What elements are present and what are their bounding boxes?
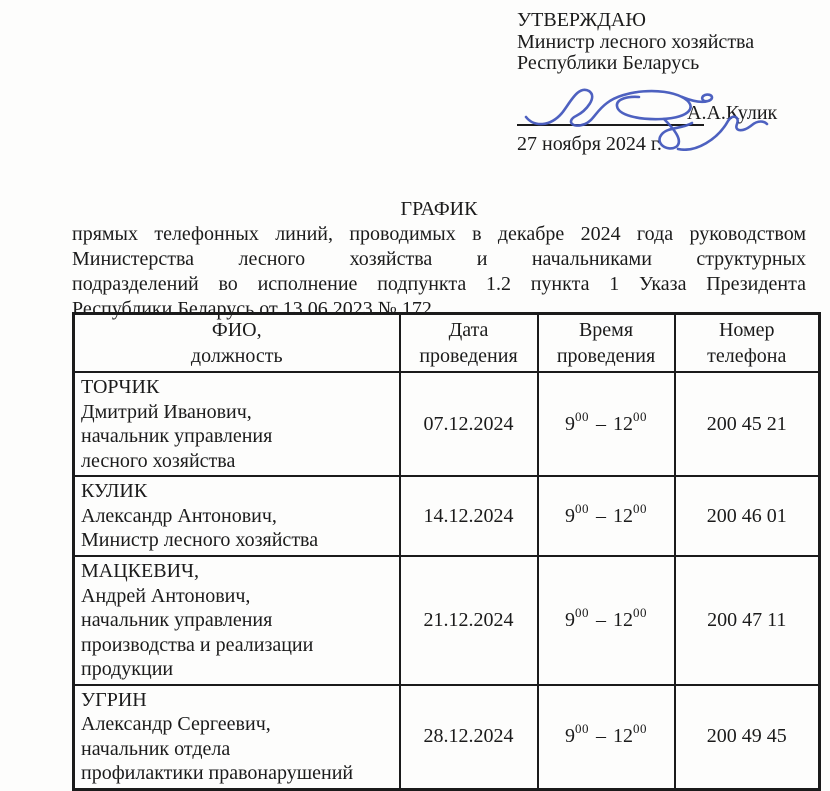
person-cell: УГРИН Александр Сергеевич, начальник отдела профилактики правонарушений xyxy=(74,685,400,790)
table-row xyxy=(74,685,820,790)
header-phone: Номер телефона xyxy=(675,314,820,373)
document-title: ГРАФИК xyxy=(400,198,478,220)
table-row xyxy=(74,556,820,685)
signature-row xyxy=(517,91,817,131)
title-line: Республики Беларусь от 13.06.2023 № 172. xyxy=(72,298,437,320)
time-cell: $9^{00} - 12^{00}$ xyxy=(538,476,675,556)
signer-name: А.А.Кулик xyxy=(687,101,778,124)
table-row xyxy=(74,372,820,476)
phone-cell: 200 49 45 xyxy=(675,685,820,790)
person-cell: МАЦКЕВИЧ, Андрей Антонович, начальник управления производства и реализации продукции xyxy=(74,556,400,685)
approval-date: 27 ноября 2024 г. xyxy=(517,132,662,155)
person-cell: ТОРЧИК Дмитрий Иванович, начальник управления лесного хозяйства xyxy=(74,372,400,476)
approval-position-line1: Министр лесного хозяйства xyxy=(517,30,755,53)
title-line: Министерства лесного хозяйства и начальниками структурных xyxy=(72,248,806,270)
title-line: прямых телефонных линий, проводимых в декабре 2024 года руководством xyxy=(72,223,806,245)
date-cell: 21.12.2024 xyxy=(400,556,538,685)
approval-position-line2: Республики Беларусь xyxy=(517,52,700,74)
header-time: Время проведения xyxy=(538,314,675,373)
date-cell: 07.12.2024 xyxy=(400,372,538,476)
title-line: подразделений во исполнение подпункта 1.2 пункта 1 Указа Президента xyxy=(72,273,806,295)
phone-cell: 200 46 01 xyxy=(675,476,820,556)
approval-stamp: УТВЕРЖДАЮ xyxy=(517,9,646,31)
time-cell: $9^{00} - 12^{00}$ xyxy=(538,685,675,790)
time-cell: $9^{00} - 12^{00}$ xyxy=(538,372,675,476)
header-person: ФИО, должность xyxy=(74,314,400,373)
time-cell: $9^{00} - 12^{00}$ xyxy=(538,556,675,685)
person-cell: КУЛИК Александр Антонович, Министр лесного хозяйства xyxy=(74,476,400,556)
signature-underline xyxy=(517,124,704,126)
table-header-row xyxy=(74,314,820,373)
schedule-table xyxy=(72,312,821,791)
title-block xyxy=(72,197,806,322)
date-cell: 14.12.2024 xyxy=(400,476,538,556)
phone-cell: 200 45 21 xyxy=(675,372,820,476)
date-cell: 28.12.2024 xyxy=(400,685,538,790)
approval-block xyxy=(517,10,817,155)
phone-cell: 200 47 11 xyxy=(675,556,820,685)
table-row xyxy=(74,476,820,556)
header-date: Дата проведения xyxy=(400,314,538,373)
